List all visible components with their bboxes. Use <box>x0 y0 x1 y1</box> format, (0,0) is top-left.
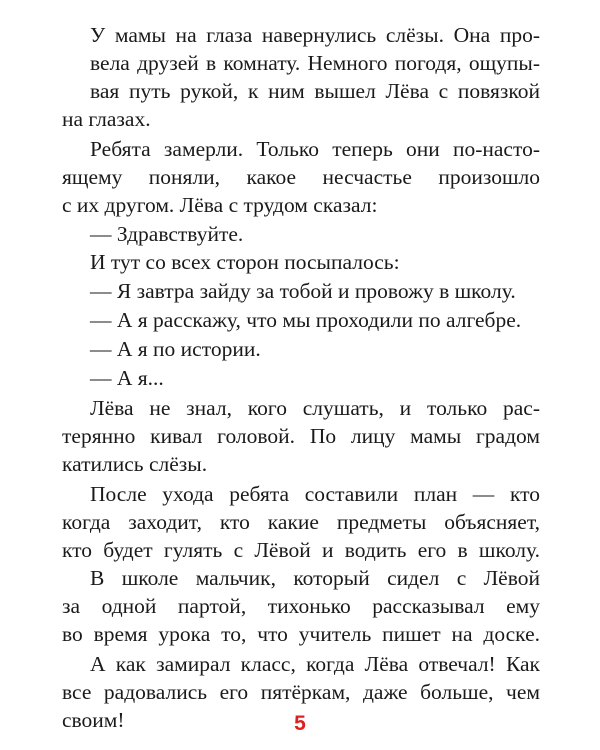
text-line-7: с их другом. Лёва с трудом сказал: <box>62 193 378 217</box>
text-line-15: В школе мальчик, который сидел с Лёвой <box>90 566 540 590</box>
dialogue-line-1: — Здравствуйте. <box>90 222 244 246</box>
text-line-17: во время урока то, что учитель пишет на доске. <box>62 622 540 646</box>
text-line-8: И тут со всех сторон посыпалось: <box>90 250 400 274</box>
page-number: 5 <box>294 712 306 735</box>
text-line-3: вая путь рукой, к ним вышел Лёва с повязкой <box>90 79 540 103</box>
text-line-6: ящему поняли, какое несчастье произошло <box>62 165 540 189</box>
text-line-4: на глазах. <box>62 107 151 131</box>
text-line-12: После ухода ребята составили план — кто <box>90 482 540 506</box>
text-line-9: Лёва не знал, кого слушать, и только рас- <box>90 396 540 420</box>
dialogue-line-4: — А я по истории. <box>90 337 261 361</box>
text-line-16: за одной партой, тихонько рассказывал ему <box>62 594 540 618</box>
text-line-11: катились слёзы. <box>62 452 208 476</box>
dialogue-line-5: — А я... <box>90 366 164 390</box>
text-line-20: своим! <box>62 708 125 732</box>
text-line-10: терянно кивал головой. По лицу мамы градом <box>62 424 540 448</box>
dialogue-line-3: — А я расскажу, что мы проходили по алгебре. <box>90 308 522 332</box>
text-line-2: вела друзей в комнату. Немного погодя, ощупы- <box>90 51 540 75</box>
text-line-5: Ребята замерли. Только теперь они по-насто- <box>90 137 540 161</box>
text-line-13: когда заходит, кто какие предметы объясняет, <box>62 510 540 534</box>
dialogue-line-2: — Я завтра зайду за тобой и провожу в школу. <box>90 279 516 303</box>
text-line-14: кто будет гулять с Лёвой и водить его в школу. <box>62 538 540 562</box>
text-line-19: все радовались его пятёркам, даже больше, чем <box>62 680 540 704</box>
text-line-18: А как замирал класс, когда Лёва отвечал! Как <box>90 652 540 676</box>
text-line-1: У мамы на глаза навернулись слёзы. Она про- <box>90 23 540 47</box>
